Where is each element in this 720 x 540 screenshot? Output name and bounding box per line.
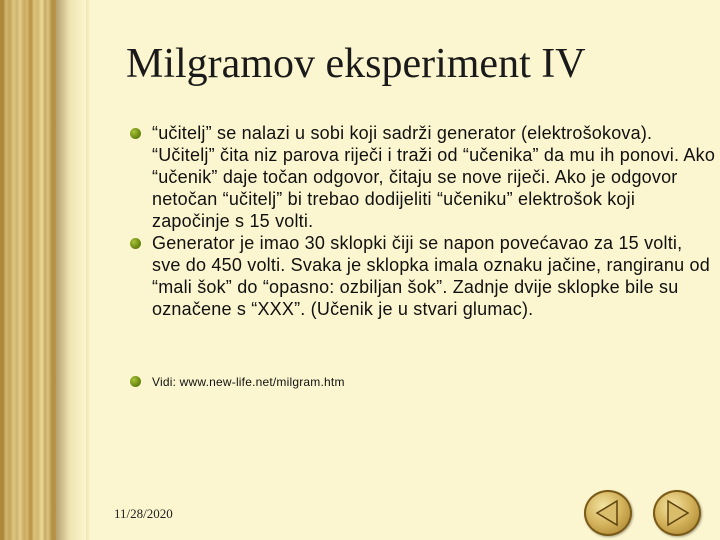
previous-slide-button[interactable] bbox=[584, 490, 632, 536]
gold-panel-edge bbox=[86, 0, 90, 540]
bullet-text: Generator je imao 30 sklopki čiji se napon povećavao za 15 volti, sve do 450 volti. Svaka je sklopka imala oznaku jačine, rangiranu od “mali šok” do “opasno: ozbiljan šok”. Zadnje dvije sklopke bile su označene s “XXX”. (Učenik je u stvari glumac). bbox=[152, 233, 710, 319]
bullet-dot-icon bbox=[130, 238, 141, 249]
bullet-dot-icon bbox=[130, 376, 141, 387]
bullet-item bbox=[126, 232, 716, 320]
bullet-text: “učitelj” se nalazi u sobi koji sadrži generator (elektrošokova). “Učitelj” čita niz parova riječi i traži od “učenika” da mu ih ponovi. Ako “učenik” daje točan odgovor, čitaju se nove riječi. Ako je odgovor netočan “učitelj” bi trebao dodijeliti “učeniku” elektrošok koji započinje s 15 volti. bbox=[152, 123, 716, 231]
bullet-list bbox=[126, 122, 716, 392]
bullet-dot-icon bbox=[130, 128, 141, 139]
gold-side-panel bbox=[0, 0, 56, 540]
bullet-item bbox=[126, 122, 716, 232]
bullet-item bbox=[126, 372, 716, 392]
gold-panel-shadow bbox=[56, 0, 86, 540]
slide-date: 11/28/2020 bbox=[114, 506, 173, 521]
bullet-text-link[interactable]: Vidi: www.new-life.net/milgram.htm bbox=[152, 375, 345, 389]
next-arrow-icon bbox=[653, 490, 701, 536]
previous-arrow-icon bbox=[584, 490, 632, 536]
next-slide-button[interactable] bbox=[653, 490, 701, 536]
slide-title: Milgramov eksperiment IV bbox=[126, 41, 586, 87]
